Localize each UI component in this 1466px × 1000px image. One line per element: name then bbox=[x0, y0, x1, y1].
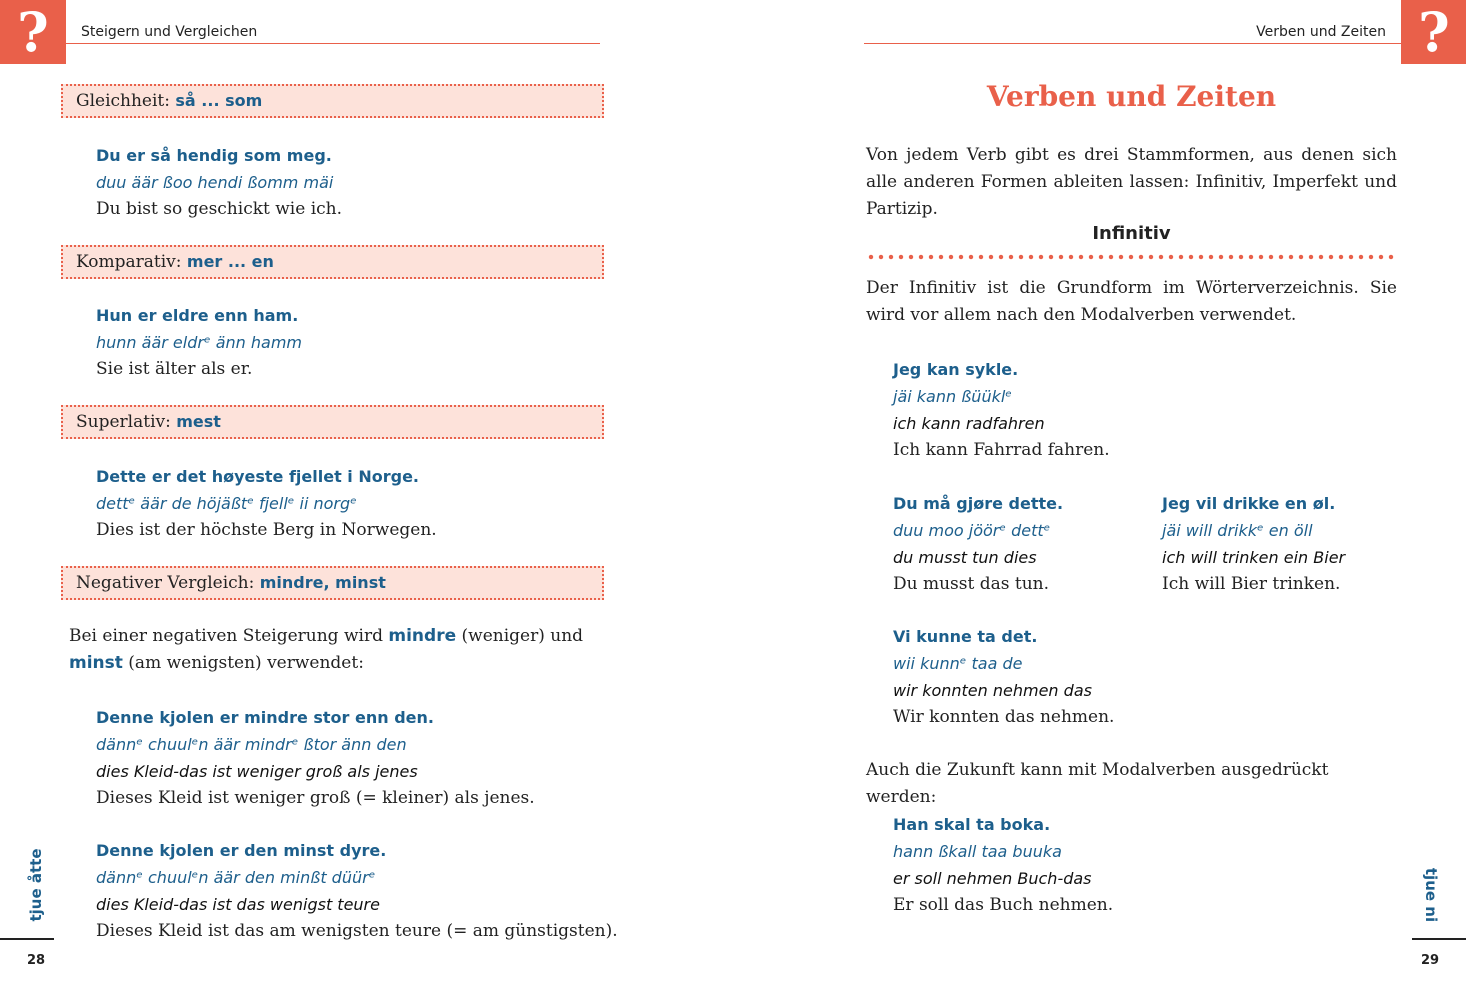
literal-translation: du musst tun dies bbox=[893, 548, 1037, 567]
norwegian-sentence: Du må gjøre dette. bbox=[893, 494, 1064, 513]
literal-translation: er soll nehmen Buch-das bbox=[893, 869, 1092, 888]
superlative-term: mest bbox=[176, 412, 221, 431]
example-negative-superlative bbox=[96, 837, 618, 945]
right-page-number: 29 bbox=[1421, 953, 1440, 968]
norwegian-sentence: Dette er det høyeste fjellet i Norge. bbox=[96, 467, 419, 486]
literal-translation: ich kann radfahren bbox=[893, 414, 1045, 433]
right-page-word-number: tjue ni bbox=[1422, 867, 1440, 923]
left-page-word-number: tjue åtte bbox=[27, 848, 45, 922]
example-vil bbox=[1162, 490, 1345, 598]
norwegian-sentence: Denne kjolen er mindre stor enn den. bbox=[96, 708, 434, 727]
page-title: Verben und Zeiten bbox=[986, 80, 1277, 113]
keyword-minst: minst bbox=[69, 653, 123, 673]
pronunciation: duu moo jöörᵉ dettᵉ bbox=[893, 521, 1051, 540]
intro-paragraph: Von jedem Verb gibt es drei Stammformen, aus denen sich alle anderen Formen ableiten lassen: Infinitiv, Imperfekt und Partizip. bbox=[866, 145, 1397, 219]
norwegian-sentence: Du er så hendig som meg. bbox=[96, 146, 332, 165]
german-translation: Sie ist älter als er. bbox=[96, 359, 253, 379]
pronunciation: hann ßkall taa buuka bbox=[893, 842, 1062, 861]
norwegian-sentence: Jeg kan sykle. bbox=[893, 360, 1019, 379]
right-footer-rule bbox=[1412, 938, 1466, 940]
norwegian-sentence: Denne kjolen er den minst dyre. bbox=[96, 841, 387, 860]
future-paragraph: Auch die Zukunft kann mit Modalverben ausgedrückt werden: bbox=[866, 760, 1329, 807]
negative-term: mindre, minst bbox=[259, 573, 386, 592]
pronunciation: dettᵉ äär de höjäßtᵉ fjellᵉ ii norgᵉ bbox=[96, 494, 357, 513]
german-translation: Ich will Bier trinken. bbox=[1162, 574, 1341, 594]
pronunciation: jäi kann ßüüklᵉ bbox=[893, 387, 1012, 406]
example-maa bbox=[893, 490, 1063, 598]
german-translation: Ich kann Fahrrad fahren. bbox=[893, 440, 1110, 460]
german-translation: Dieses Kleid ist das am wenigsten teure (= am günstigsten). bbox=[96, 921, 618, 941]
norwegian-sentence: Jeg vil drikke en øl. bbox=[1162, 494, 1336, 513]
example-superlative bbox=[96, 463, 437, 544]
comparative-label: Komparativ: bbox=[76, 252, 182, 272]
literal-translation: dies Kleid-das ist das wenigst teure bbox=[96, 895, 380, 914]
infinitive-paragraph: Der Infinitiv ist die Grundform im Wörterverzeichnis. Sie wird vor allem nach den Modalverben verwendet. bbox=[866, 278, 1397, 325]
german-translation: Dies ist der höchste Berg in Norwegen. bbox=[96, 520, 437, 540]
pronunciation: dännᵉ chuulᵉn äär mindrᵉ ßtor änn den bbox=[96, 735, 407, 754]
right-running-header: Verben und Zeiten bbox=[1256, 24, 1386, 40]
norwegian-sentence: Hun er eldre enn ham. bbox=[96, 306, 299, 325]
example-negative-comparative bbox=[96, 704, 535, 812]
german-translation: Dieses Kleid ist weniger groß (= kleiner) als jenes. bbox=[96, 788, 535, 808]
question-mark-icon: ? bbox=[0, 0, 66, 64]
example-equality bbox=[96, 142, 342, 223]
pronunciation: jäi will drikkᵉ en öll bbox=[1162, 521, 1313, 540]
comparative-rule-box bbox=[61, 245, 604, 279]
literal-translation: dies Kleid-das ist weniger groß als jenes bbox=[96, 762, 418, 781]
example-comparative bbox=[96, 302, 302, 383]
literal-translation: wir konnten nehmen das bbox=[893, 681, 1092, 700]
left-page-number: 28 bbox=[27, 953, 46, 968]
left-header-rule bbox=[66, 43, 600, 44]
superlative-rule-box bbox=[61, 405, 604, 439]
german-translation: Wir konnten das nehmen. bbox=[893, 707, 1115, 727]
comparative-term: mer ... en bbox=[186, 252, 274, 271]
negative-comparison-box bbox=[61, 566, 604, 600]
pronunciation: wii kunnᵉ taa de bbox=[893, 654, 1023, 673]
question-mark-icon: ? bbox=[1401, 0, 1466, 64]
example-kan bbox=[893, 356, 1110, 464]
dotted-divider bbox=[866, 253, 1397, 261]
equality-label: Gleichheit: bbox=[76, 91, 170, 111]
german-translation: Du musst das tun. bbox=[893, 574, 1050, 594]
example-kunne bbox=[893, 623, 1114, 731]
left-footer-rule bbox=[0, 938, 54, 940]
pronunciation: dännᵉ chuulᵉn äär den minßt düürᵉ bbox=[96, 868, 376, 887]
left-running-header: Steigern und Vergleichen bbox=[81, 24, 258, 40]
keyword-mindre: mindre bbox=[388, 626, 457, 646]
equality-rule-box bbox=[61, 84, 604, 118]
superlative-label: Superlativ: bbox=[76, 412, 171, 432]
example-skal bbox=[893, 811, 1113, 919]
german-translation: Er soll das Buch nehmen. bbox=[893, 895, 1114, 915]
pronunciation: duu äär ßoo hendi ßomm mäi bbox=[96, 173, 334, 192]
infinitive-heading: Infinitiv bbox=[1092, 223, 1171, 244]
equality-term: så ... som bbox=[175, 91, 263, 110]
pronunciation: hunn äär eldrᵉ änn hamm bbox=[96, 333, 302, 352]
norwegian-sentence: Han skal ta boka. bbox=[893, 815, 1051, 834]
negative-explanation: Bei einer negativen Steigerung wird mindre (weniger) und minst (am wenigsten) verwendet: bbox=[69, 626, 584, 673]
norwegian-sentence: Vi kunne ta det. bbox=[893, 627, 1038, 646]
right-header-rule bbox=[864, 43, 1401, 44]
german-translation: Du bist so geschickt wie ich. bbox=[96, 199, 343, 219]
negative-label: Negativer Vergleich: bbox=[76, 573, 255, 593]
literal-translation: ich will trinken ein Bier bbox=[1162, 548, 1346, 567]
